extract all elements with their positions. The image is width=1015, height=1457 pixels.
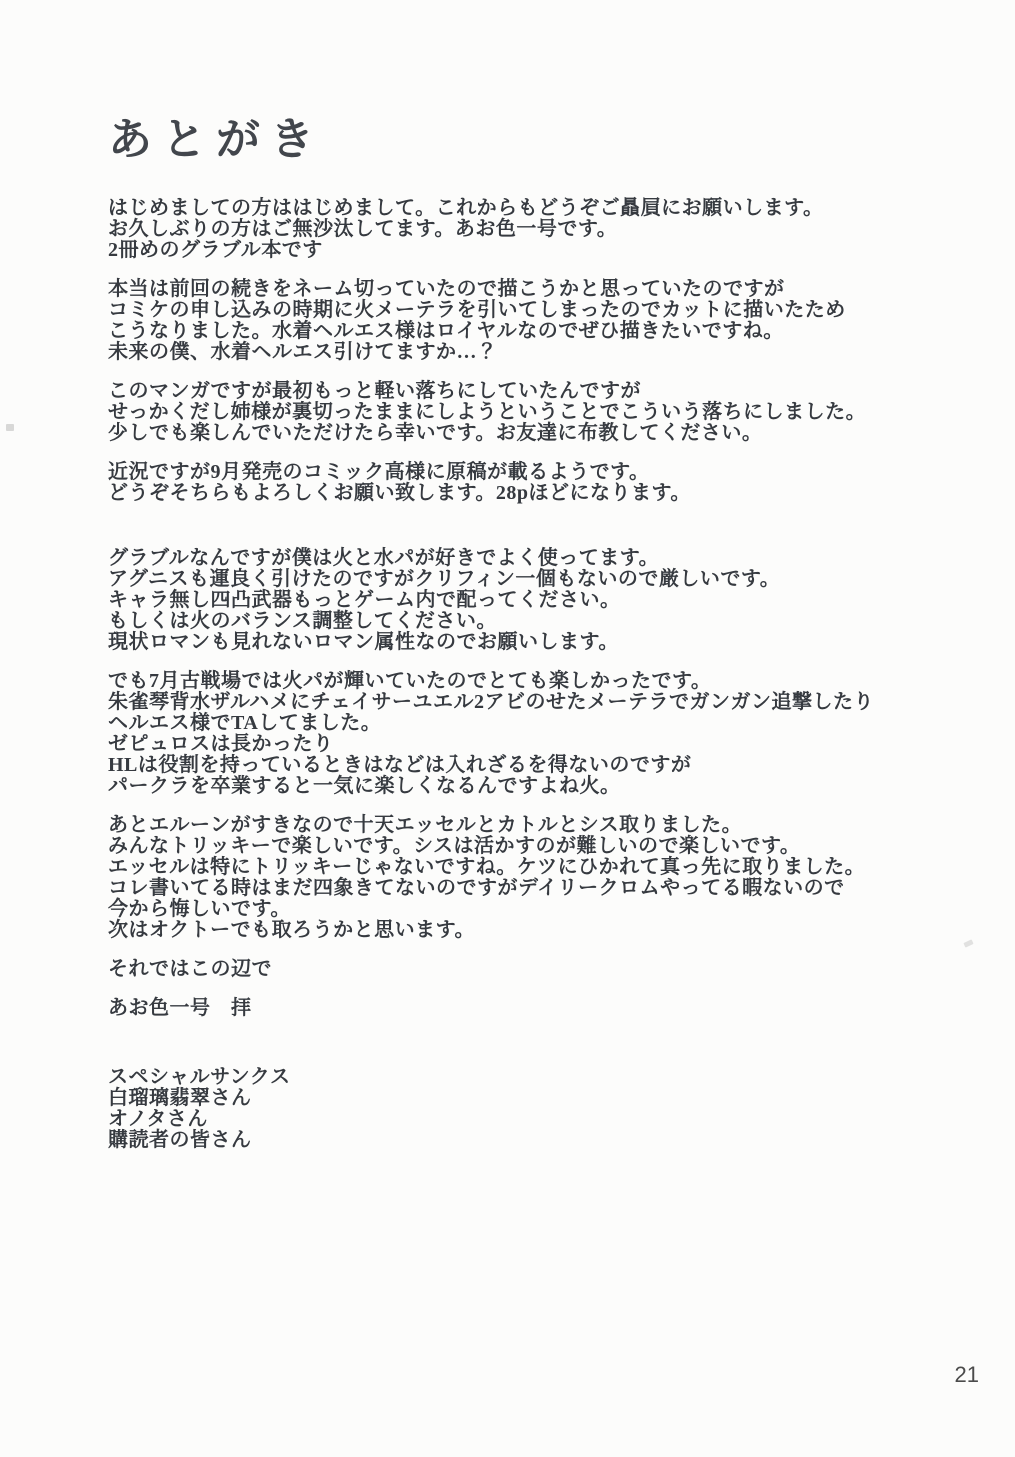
text-line: 今から悔しいです。 bbox=[108, 898, 291, 920]
paragraph bbox=[108, 1067, 988, 1151]
text-line: あお色一号 拝 bbox=[108, 997, 252, 1019]
text-line: キャラ無し四凸武器もっとゲーム内で配ってください。 bbox=[108, 589, 621, 611]
afterword-body bbox=[108, 198, 988, 1151]
paragraph bbox=[108, 671, 988, 797]
text-line: グラブルなんですが僕は火と水パが好きでよく使ってます。 bbox=[108, 547, 660, 569]
text-line: 現状ロマンも見れないロマン属性なのでお願いします。 bbox=[108, 631, 619, 653]
afterword-content bbox=[108, 112, 988, 1169]
text-line: 白瑠璃翡翠さん bbox=[108, 1087, 252, 1109]
text-line: 朱雀琴背水ザルハメにチェイサーユエル2アビのせたメーテラでガンガン追撃したり bbox=[108, 691, 874, 713]
text-line: もしくは火のバランス調整してください。 bbox=[108, 610, 497, 632]
scan-speck bbox=[6, 424, 14, 431]
text-line: 本当は前回の続きをネーム切っていたので描こうかと思っていたのですが bbox=[108, 278, 785, 300]
text-line: コレ書いてる時はまだ四象きてないのですがデイリークロムやってる暇ないので bbox=[108, 877, 845, 899]
page-title: あとがき bbox=[108, 115, 324, 164]
text-line: 未来の僕、水着ヘルエス引けてますか…？ bbox=[108, 341, 498, 363]
text-line: せっかくだし姉様が裏切ったままにしようということでこういう落ちにしました。 bbox=[108, 401, 867, 423]
text-line: 購読者の皆さん bbox=[108, 1129, 252, 1151]
text-line: 次はオクトーでも取ろうかと思います。 bbox=[108, 919, 475, 941]
paragraph bbox=[108, 815, 988, 941]
text-line: でも7月古戦場では火パが輝いていたのでとても楽しかったです。 bbox=[108, 670, 712, 692]
paragraph bbox=[108, 548, 988, 653]
text-line: それではこの辺で bbox=[108, 958, 272, 980]
paragraph bbox=[108, 959, 988, 980]
paragraph bbox=[108, 279, 988, 363]
text-line: コミケの申し込みの時期に火メーテラを引いてしまったのでカットに描いたため bbox=[108, 299, 846, 321]
text-line: 少しでも楽しんでいただけたら幸いです。お友達に布教してください。 bbox=[108, 422, 763, 444]
text-line: パークラを卒業すると一気に楽しくなるんですよね火。 bbox=[108, 775, 621, 797]
page-number: 21 bbox=[954, 1362, 979, 1387]
text-line: スペシャルサンクス bbox=[108, 1066, 291, 1088]
paragraph bbox=[108, 998, 988, 1019]
text-line: みんなトリッキーで楽しいです。シスは活かすのが難しいので楽しいです。 bbox=[108, 835, 801, 857]
text-line: ゼピュロスは長かったり bbox=[108, 733, 334, 755]
text-line: 2冊めのグラブル本です bbox=[108, 239, 323, 261]
paragraph bbox=[108, 381, 988, 444]
paragraph bbox=[108, 462, 988, 504]
text-line: アグニスも運良く引けたのですがクリフィン一個もないので厳しいです。 bbox=[108, 568, 781, 590]
text-line: エッセルは特にトリッキーじゃないですね。ケツにひかれて真っ先に取りました。 bbox=[108, 856, 866, 878]
text-line: オノタさん bbox=[108, 1108, 208, 1130]
text-line: 近況ですが9月発売のコミック高様に原稿が載るようです。 bbox=[108, 461, 650, 483]
text-line: どうぞそちらもよろしくお願い致します。28pほどになります。 bbox=[108, 482, 691, 504]
text-line: はじめましての方ははじめまして。これからもどうぞご贔屓にお願いします。 bbox=[108, 197, 824, 219]
text-line: このマンガですが最初もっと軽い落ちにしていたんですが bbox=[108, 380, 641, 402]
text-line: ヘルエス様でTAしてました。 bbox=[108, 712, 382, 734]
text-line: こうなりました。水着ヘルエス様はロイヤルなのでぜひ描きたいですね。 bbox=[108, 320, 784, 342]
text-line: HLは役割を持っているときはなどは入れざるを得ないのですが bbox=[108, 754, 692, 776]
paragraph bbox=[108, 198, 988, 261]
text-line: お久しぶりの方はご無沙汰してます。あお色一号です。 bbox=[108, 218, 618, 240]
text-line: あとエルーンがすきなので十天エッセルとカトルとシス取りました。 bbox=[108, 814, 743, 836]
